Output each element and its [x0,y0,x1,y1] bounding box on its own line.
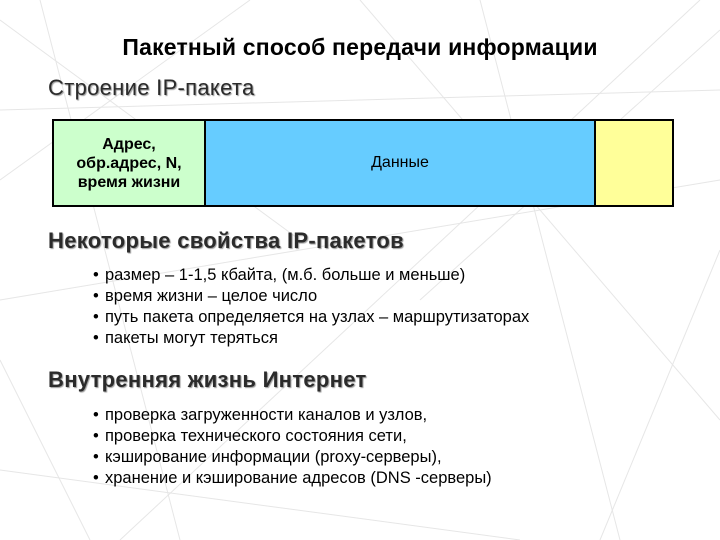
internet-life-heading: Внутренняя жизнь Интернет [48,367,367,392]
packet-tail-cell [596,121,672,205]
packet-properties-list [105,265,529,349]
list-item: • проверка технического состояния сети, [105,426,492,447]
packet-data-label: Данные [371,154,429,171]
list-item: • время жизни – целое число [105,286,529,307]
packet-data-cell [206,121,596,205]
list-item: • размер – 1-1,5 кбайта, (м.б. больше и меньше) [105,265,529,286]
internet-life-list [105,405,492,489]
list-item: • путь пакета определяется на узлах – маршрутизаторах [105,307,529,328]
packet-structure-heading: Строение IP-пакета [48,75,255,100]
packet-header-line: время жизни [77,173,181,191]
packet-header-line: Адрес, [102,135,156,153]
packet-header-cell [54,121,206,205]
ip-packet-diagram [52,119,674,207]
packet-properties-heading: Некоторые свойства IP-пакетов [48,228,404,253]
list-item: • кэширование информации (proxy-серверы), [105,447,492,468]
slide-title: Пакетный способ передачи информации [122,34,598,60]
packet-header-line: обр.адрес, N, [76,154,182,172]
list-item: • проверка загруженности каналов и узлов, [105,405,492,426]
list-item: • хранение и кэширование адресов (DNS -серверы) [105,468,492,489]
list-item: • пакеты могут теряться [105,328,529,349]
